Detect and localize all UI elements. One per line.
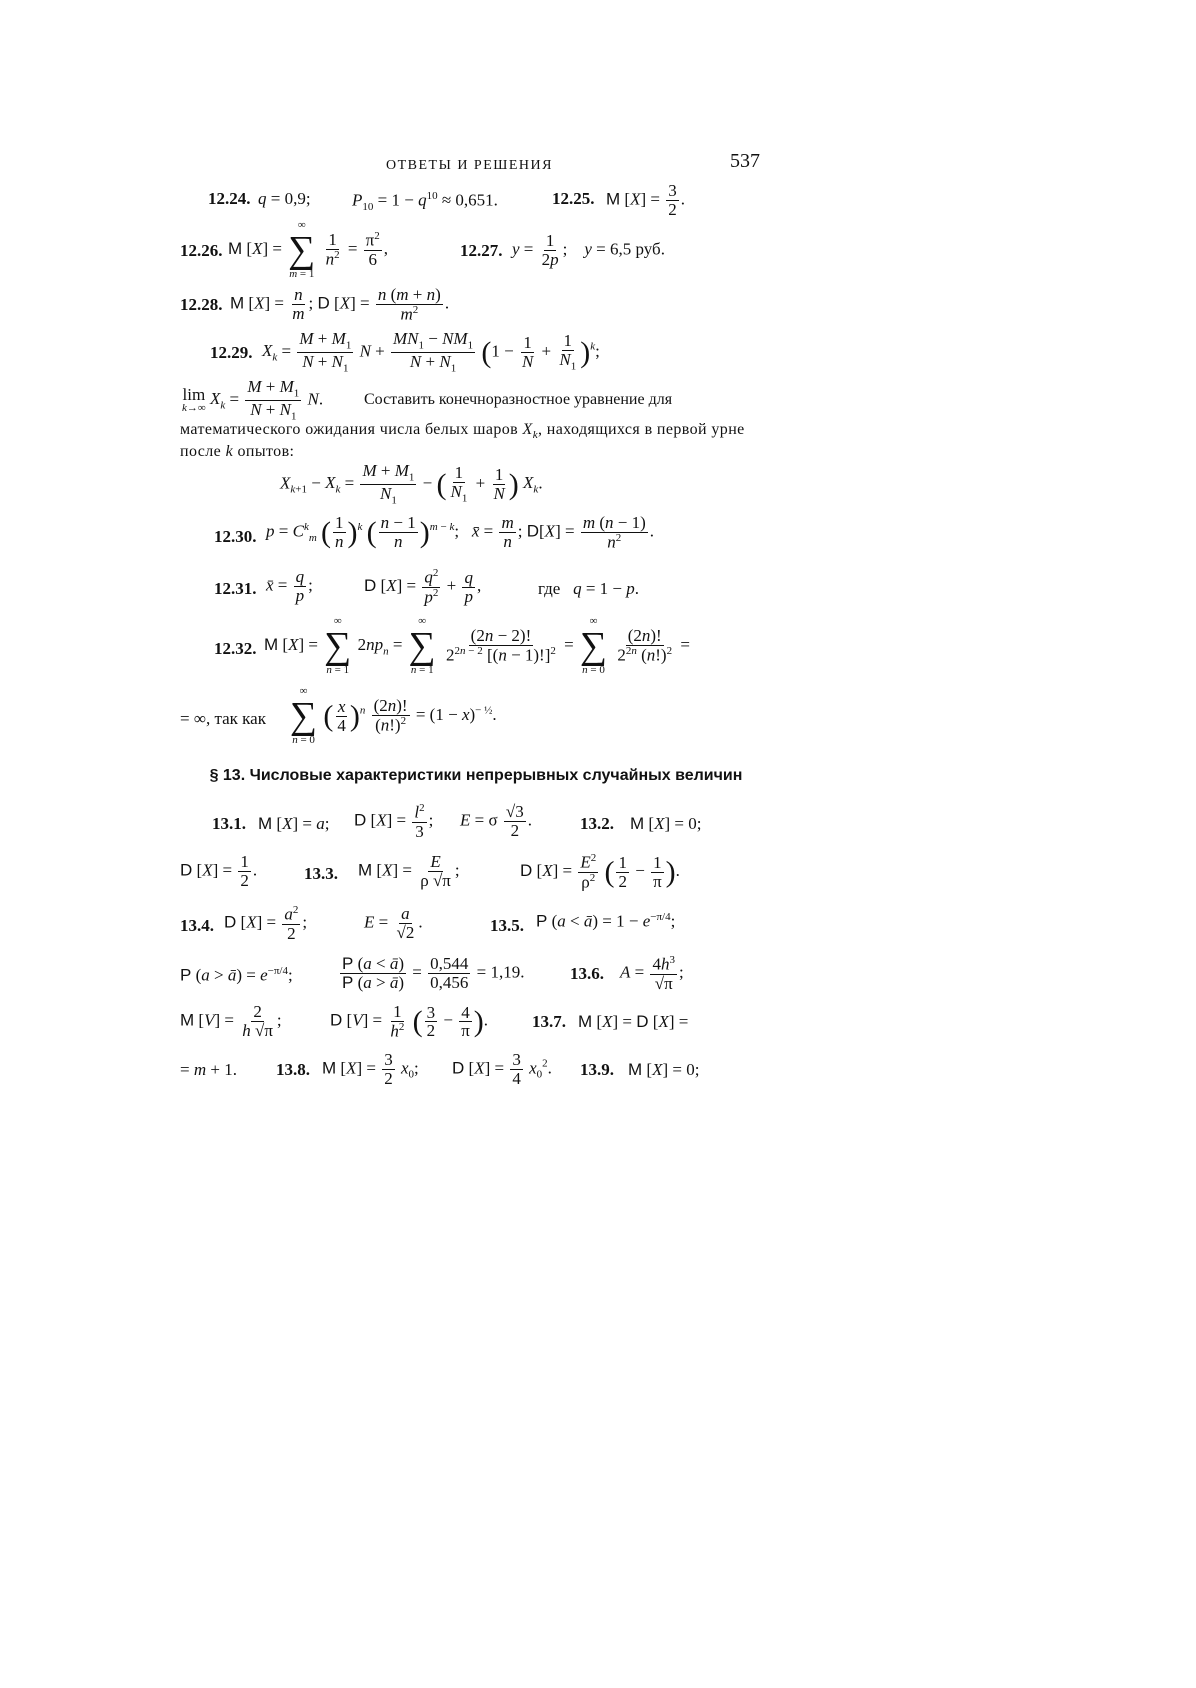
infinity-line: = ∞, так как ∞ ∑ n = 0 ( $\frac{x}{4}$ )$^n$ $\frac{(2n)!}{(n!)^2}$ = $(1 - x)^{- \frac{1}{2}}$.	[180, 685, 497, 746]
section-heading: § 13. Числовые характеристики непрерывных случайных величин	[209, 767, 743, 784]
answer-number: 13.4.	[180, 916, 214, 936]
answer-number: 12.32.	[214, 639, 257, 658]
answer-number: 13.3.	[304, 864, 338, 884]
answer-number: 12.27.	[460, 241, 503, 260]
answer-number: 12.30.	[214, 527, 257, 546]
answer-row-12-26: 12.26. M [X] = ∞ ∑ m = 1 $\frac{1}{n^2}$ = $\frac{\pi^2}{6}$ , 12.27. y = $\frac{1}{2p}$ ; y = 6,5 руб.	[180, 219, 665, 280]
answer-number: 13.9.	[580, 1060, 614, 1080]
page-number: 537	[730, 150, 760, 172]
running-title: ОТВЕТЫ И РЕШЕНИЯ	[386, 158, 553, 173]
answer-number: 12.24.	[208, 189, 251, 208]
answer-row-12-24: 12.24. q = 0,9; $P_{10} = 1 - q^{10} \approx 0,651$. 12.25. M [X] = $\frac{3}{2}$ .	[208, 181, 685, 219]
page-header	[196, 150, 760, 182]
answer-number: 13.5.	[490, 916, 524, 936]
answer-row-13-4: 13.4. D [X] = $\frac{a^2}{2}$ ; E = $\frac{a}{√2}$ . 13.5. P (a < ā) = $1 - e^{-\pi/4}$;	[180, 904, 676, 943]
answer-row-12-28: 12.28. M [X] = $\frac{n}{m}$ ; D [X] = $\frac{n (m + n)}{m^2}$ .	[180, 285, 450, 324]
answer-number: 13.6.	[570, 964, 604, 984]
answer-row-13-5b: P (a > ā) = $e^{-\pi/4}$; $\frac{P (a < ā)}{P (a > ā)}$ = $\frac{0,544}{0,456}$ = 1,19. 13.6. A = $\frac{4h^3}{√\pi}$ ;	[180, 954, 684, 993]
answer-number: 12.28.	[180, 295, 223, 314]
answer-number: 13.7.	[532, 1012, 566, 1032]
answer-row-13-1: 13.1. M [X] = a; D [X] = $\frac{l^2}{3}$ ; E = σ $\frac{√3}{2}$ . 13.2. M [X] = 0;	[212, 802, 702, 841]
recurrence-equation: $X_{k+1} - X_k$ = $\frac{M + M_1}{N_1}$ − ( $\frac{1}{N_1}$ + $\frac{1}{N}$ ) $X_k$.	[280, 461, 543, 507]
answer-row-12-31: 12.31. x̄ = $\frac{q}{p}$ ; D [X] = $\frac{q^2}{p^2}$ + $\frac{q}{p}$ , где q = 1 − p.	[214, 567, 640, 607]
answer-row-12-29: 12.29. $X_k$ = $\frac{M + M_1}{N + N_1}$ N + $\frac{MN_1 - NM_1}{N + N_1}$ (1 − $\frac{1}{N}$ + $\frac{1}{N_1}$ )$^k$;	[210, 329, 600, 375]
answer-number: 13.1.	[212, 814, 246, 834]
document-page	[180, 150, 760, 1097]
answer-row-13-8: = m + 1. 13.8. M [X] = $\frac{3}{2}$ $x_0$; D [X] = $\frac{3}{4}$ $x_0^2$. 13.9. M [X] = 0;	[180, 1050, 700, 1089]
answer-number: 12.31.	[214, 579, 257, 598]
answer-row-12-32: 12.32. M [X] = ∞ ∑ n = 1 $2np_n$ = ∞ ∑ n = 1 $\frac{(2n - 2)!}{2^{2n - 2} [(n - 1)!]^2}$ = ∞ ∑ n = 0 $\frac{(2n)!}{2^{2n} (n!)^2}$ =	[214, 615, 690, 676]
answer-number: 12.26.	[180, 241, 223, 260]
answer-number: 12.29.	[210, 343, 253, 362]
answer-number: 13.2.	[580, 814, 614, 834]
answer-number: 12.25.	[552, 189, 595, 208]
answer-row-12-30: 12.30. $p = C^k_m$ ( $\frac{1}{n}$ )$^k$ ( $\frac{n - 1}{n}$ )$^{m - k}$; x̄ = $\frac{m}{n}$ ; D[X] = $\frac{m (n - 1)}{n^2}$ .	[214, 513, 655, 552]
prose-paragraph: математического ожидания числа белых шаров $X_k$, находящихся в первой урне после k опытов:	[180, 421, 745, 461]
answer-number: 13.8.	[276, 1060, 310, 1080]
answer-row-13-6b: M [V] = $\frac{2}{h √\pi}$ ; D [V] = $\frac{1}{h^2}$ ( $\frac{3}{2}$ − $\frac{4}{\pi}$ ). 13.7. M [X] = D [X] =	[180, 1002, 689, 1041]
answer-row-13-3: D [X] = $\frac{1}{2}$ . 13.3. M [X] = $\frac{E}{\rho √\pi}$ ; D [X] = $\frac{E^2}{\rho^2}$ ( $\frac{1}{2}$ − $\frac{1}{\pi}$ ).	[180, 852, 680, 892]
limit-line: lim k→∞ $X_k$ = $\frac{M + M_1}{N + N_1}$ N. Составить конечноразностное уравнение для	[182, 377, 673, 423]
